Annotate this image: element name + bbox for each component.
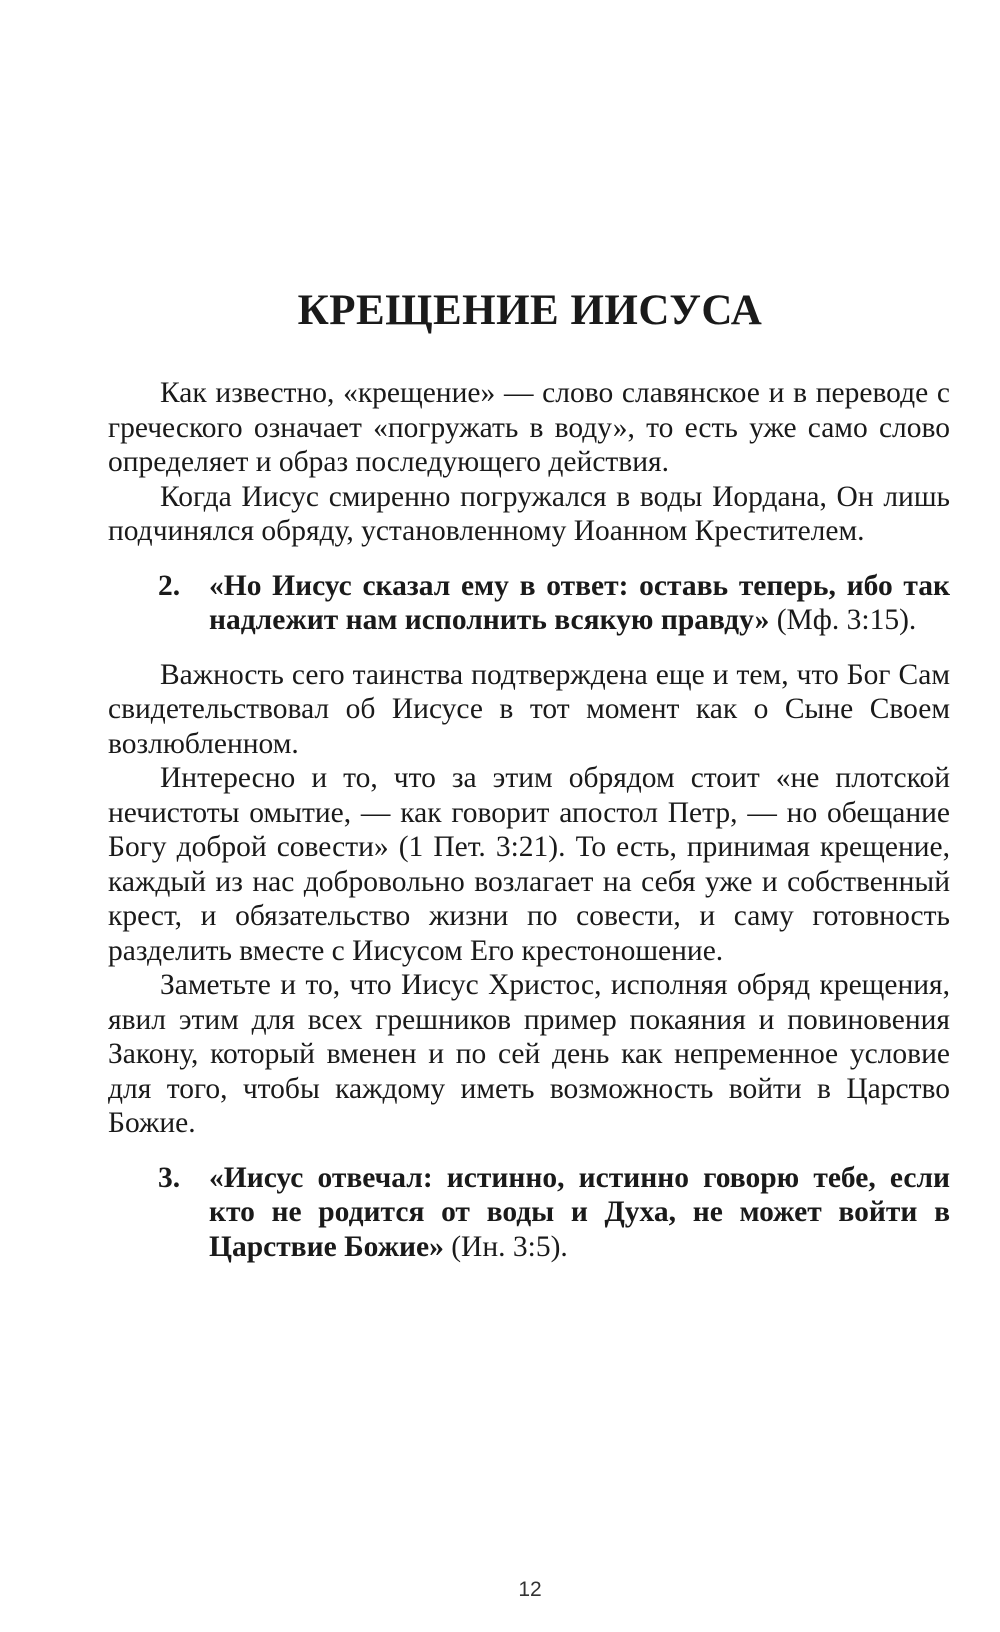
quote-text: «Иисус отвечал: истинно, истинно говорю тебе, если кто не родится от воды и Духа, не может войти в Царствие Божие»	[209, 1161, 950, 1263]
page-body	[108, 376, 950, 1284]
quote-reference: (Ин. 3:5).	[443, 1230, 568, 1263]
scripture-quote	[108, 1161, 950, 1265]
page-number: 12	[518, 1578, 542, 1601]
scripture-quote	[108, 569, 950, 638]
quote-reference: (Мф. 3:15).	[769, 604, 917, 636]
quote-number: 2.	[158, 569, 181, 602]
paragraph: Как известно, «крещение» — слово славянское и в переводе с греческого означает «погружать в воду», то есть уже само слово определяет и образ последующего действия.	[108, 377, 950, 478]
paragraph: Заметьте и то, что Иисус Христос, исполняя обряд крещения, явил этим для всех грешников пример покаяния и повиновения Закону, который вменен и по сей день как непременное условие для того, чтобы каждому иметь возможность войти в Царство Божие.	[108, 969, 950, 1139]
paragraph: Интересно и то, что за этим обрядом стоит «не плотской нечистоты омытие, — как говорит апостол Петр, — но обещание Богу доброй совести» (1 Пет. 3:21). То есть, принимая крещение, каждый из нас добровольно возлагает на себя уже и собственный крест, и обязательство жизни по совести, и саму готовность разделить вместе с Иисусом Его крестоношение.	[108, 762, 950, 967]
paragraph: Важность сего таинства подтверждена еще и тем, что Бог Сам свидетельствовал об Иисусе в тот момент как о Сыне Своем возлюбленном.	[108, 658, 950, 760]
paragraph: Когда Иисус смиренно погружался в воды Иордана, Он лишь подчинялся обряду, установленному Иоанном Крестителем.	[108, 480, 950, 547]
quote-number: 3.	[158, 1161, 181, 1194]
page-title: КРЕЩЕНИЕ ИИСУСА	[297, 287, 763, 334]
quote-text: «Но Иисус сказал ему в ответ: оставь теперь, ибо так надлежит нам исполнить всякую правду»	[209, 569, 950, 636]
